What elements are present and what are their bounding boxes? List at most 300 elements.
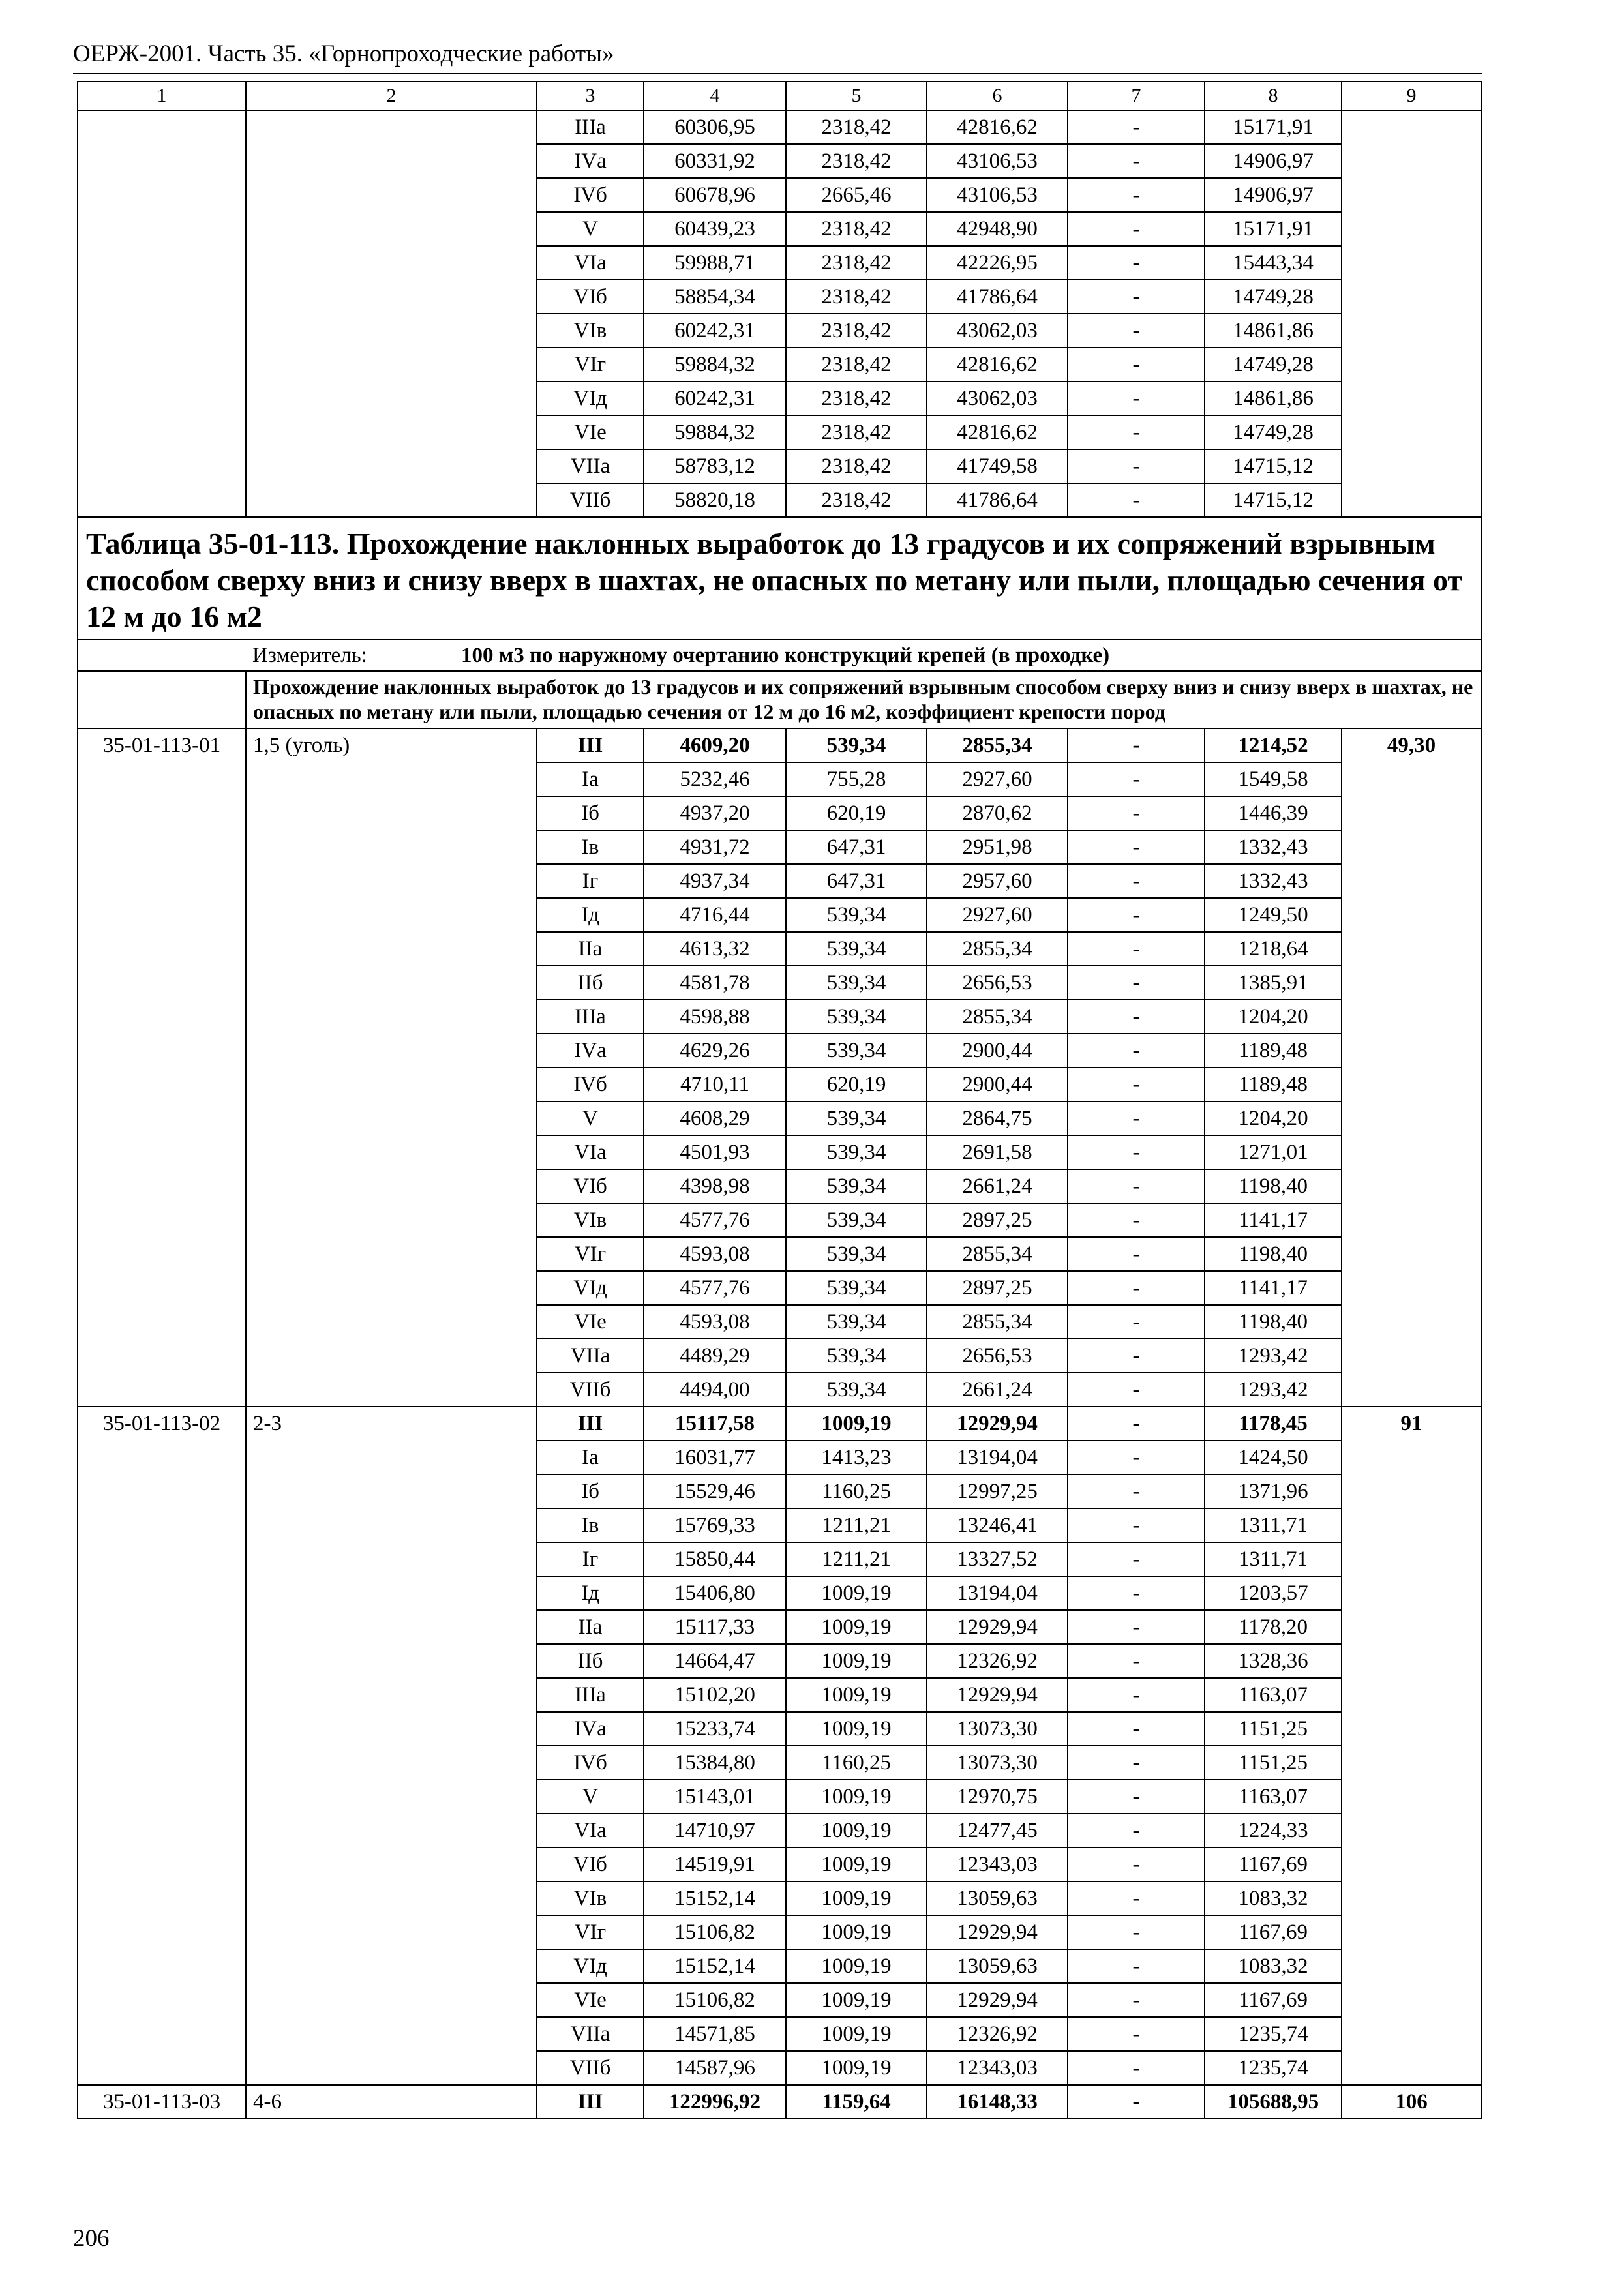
value-cell: 4581,78 (644, 966, 786, 1000)
blank-cell (246, 1576, 537, 1610)
blank-cell (1342, 1271, 1481, 1305)
value-cell: - (1068, 449, 1205, 483)
table-cell (1342, 144, 1481, 178)
table-cell (1342, 212, 1481, 246)
value-cell: 1167,69 (1205, 1848, 1342, 1881)
value-cell: 539,34 (786, 932, 927, 966)
col9-value: 49,30 (1342, 728, 1481, 762)
value-cell: 4593,08 (644, 1237, 786, 1271)
blank-cell (246, 1068, 537, 1101)
variant-cell: VIд (537, 1949, 644, 1983)
value-cell: 2656,53 (927, 966, 1068, 1000)
table-cell (1342, 483, 1481, 517)
value-cell: - (1068, 280, 1205, 314)
table-row (78, 1305, 1481, 1339)
table-cell (78, 280, 246, 314)
measure-value: 100 м3 по наружному очертанию конструкций крепей (в проходке) (461, 644, 1110, 667)
value-cell: 1159,64 (786, 2085, 927, 2119)
value-cell: - (1068, 864, 1205, 898)
value-cell: 4598,88 (644, 1000, 786, 1034)
blank-cell (246, 1610, 537, 1644)
table-cell (78, 382, 246, 415)
value-cell: - (1068, 932, 1205, 966)
table-cell (246, 382, 537, 415)
value-cell: - (1068, 415, 1205, 449)
value-cell: 60678,96 (644, 178, 786, 212)
blank-cell (78, 1000, 246, 1034)
value-cell: 14571,85 (644, 2017, 786, 2051)
value-cell: - (1068, 1915, 1205, 1949)
variant-cell: Iг (537, 864, 644, 898)
value-cell: 539,34 (786, 1135, 927, 1169)
value-cell: 1371,96 (1205, 1474, 1342, 1508)
blank-cell (1342, 1441, 1481, 1474)
table-row (78, 1474, 1481, 1508)
value-cell: 42816,62 (927, 415, 1068, 449)
blank-cell (78, 1814, 246, 1848)
value-cell: 60242,31 (644, 382, 786, 415)
value-cell: 12929,94 (927, 1915, 1068, 1949)
table-cell (246, 212, 537, 246)
blank-cell (78, 2051, 246, 2085)
value-cell: 42948,90 (927, 212, 1068, 246)
value-cell: 15529,46 (644, 1474, 786, 1508)
value-cell: - (1068, 2085, 1205, 2119)
blank-cell (1342, 1237, 1481, 1271)
table-cell (78, 483, 246, 517)
blank-cell (246, 932, 537, 966)
value-cell: 4489,29 (644, 1339, 786, 1373)
value-cell: - (1068, 1712, 1205, 1746)
table-row (78, 1000, 1481, 1034)
variant-cell: VIв (537, 1881, 644, 1915)
table-row (78, 1915, 1481, 1949)
blank-cell (78, 1135, 246, 1169)
table-cell (246, 314, 537, 348)
value-cell: 12997,25 (927, 1474, 1068, 1508)
table-cell (246, 483, 537, 517)
blank-cell (246, 1712, 537, 1746)
blank-cell (246, 1135, 537, 1169)
value-cell: - (1068, 382, 1205, 415)
value-cell: 2900,44 (927, 1034, 1068, 1068)
blank-cell (1342, 864, 1481, 898)
blank-cell (78, 1949, 246, 1983)
table-row (78, 1678, 1481, 1712)
value-cell: 14710,97 (644, 1814, 786, 1848)
value-cell: 14749,28 (1205, 415, 1342, 449)
measure-row (78, 640, 1481, 671)
value-cell: 60242,31 (644, 314, 786, 348)
value-cell: 2318,42 (786, 110, 927, 144)
table-row (78, 1542, 1481, 1576)
value-cell: - (1068, 1034, 1205, 1068)
value-cell: 14906,97 (1205, 178, 1342, 212)
value-cell: 12929,94 (927, 1983, 1068, 2017)
blank-cell (1342, 796, 1481, 830)
value-cell: - (1068, 348, 1205, 382)
value-cell: 2318,42 (786, 483, 927, 517)
value-cell: - (1068, 314, 1205, 348)
value-cell: 539,34 (786, 1271, 927, 1305)
blank-cell (78, 1983, 246, 2017)
value-cell: 1163,07 (1205, 1780, 1342, 1814)
table-cell (1342, 110, 1481, 144)
variant-cell: IVб (537, 1068, 644, 1101)
variant-cell: IIа (537, 1610, 644, 1644)
variant-cell: Iд (537, 1576, 644, 1610)
blank-cell (78, 1746, 246, 1780)
value-cell: 1328,36 (1205, 1644, 1342, 1678)
value-cell: 122996,92 (644, 2085, 786, 2119)
blank-cell (1342, 1000, 1481, 1034)
table-row (78, 2017, 1481, 2051)
value-cell: 16031,77 (644, 1441, 786, 1474)
blank-cell (246, 1881, 537, 1915)
table-cell (246, 449, 537, 483)
value-cell: - (1068, 178, 1205, 212)
value-cell: 4937,20 (644, 796, 786, 830)
value-cell: - (1068, 1848, 1205, 1881)
value-cell: - (1068, 1068, 1205, 1101)
value-cell: 12929,94 (927, 1407, 1068, 1441)
variant-cell: VIе (537, 1983, 644, 2017)
value-cell: 1009,19 (786, 2051, 927, 2085)
blank-cell (246, 1339, 537, 1373)
variant-cell: IIIа (537, 1678, 644, 1712)
variant-cell: IVб (537, 1746, 644, 1780)
value-cell: - (1068, 898, 1205, 932)
value-cell: 13059,63 (927, 1949, 1068, 1983)
value-cell: 58820,18 (644, 483, 786, 517)
value-cell: 620,19 (786, 1068, 927, 1101)
measure-label: Измеритель: (252, 644, 367, 667)
continued-row (78, 178, 1481, 212)
blank-cell (246, 830, 537, 864)
blank-cell (1342, 1101, 1481, 1135)
value-cell: 15384,80 (644, 1746, 786, 1780)
value-cell: 1311,71 (1205, 1542, 1342, 1576)
value-cell: - (1068, 1407, 1205, 1441)
column-number: 2 (246, 82, 537, 110)
blank-cell (1342, 1678, 1481, 1712)
blank-cell (78, 1068, 246, 1101)
value-cell: 1235,74 (1205, 2051, 1342, 2085)
value-cell: 105688,95 (1205, 2085, 1342, 2119)
blank-cell (246, 2017, 537, 2051)
table-row (78, 1949, 1481, 1983)
value-cell: - (1068, 1780, 1205, 1814)
value-cell: 1189,48 (1205, 1034, 1342, 1068)
value-cell: 16148,33 (927, 2085, 1068, 2119)
blank-cell (1342, 1881, 1481, 1915)
continued-row (78, 348, 1481, 382)
variant-cell: VIа (537, 246, 644, 280)
blank-cell (78, 1441, 246, 1474)
value-cell: - (1068, 1983, 1205, 2017)
blank-cell (246, 1305, 537, 1339)
value-cell: - (1068, 144, 1205, 178)
value-cell: 15171,91 (1205, 110, 1342, 144)
value-cell: 1293,42 (1205, 1373, 1342, 1407)
value-cell: 2318,42 (786, 212, 927, 246)
table-row (78, 796, 1481, 830)
value-cell: 4398,98 (644, 1169, 786, 1203)
column-number: 9 (1342, 82, 1481, 110)
value-cell: 15850,44 (644, 1542, 786, 1576)
column-number: 8 (1205, 82, 1342, 110)
table-row (78, 1068, 1481, 1101)
value-cell: 539,34 (786, 1000, 927, 1034)
column-number: 5 (786, 82, 927, 110)
value-cell: 539,34 (786, 1237, 927, 1271)
table-cell (78, 178, 246, 212)
blank-cell (1342, 1474, 1481, 1508)
value-cell: 12929,94 (927, 1610, 1068, 1644)
value-cell: 2927,60 (927, 898, 1068, 932)
table-row (78, 1746, 1481, 1780)
blank-cell (1342, 762, 1481, 796)
value-cell: 41786,64 (927, 483, 1068, 517)
value-cell: 1211,21 (786, 1508, 927, 1542)
variant-cell: VIд (537, 382, 644, 415)
blank-cell (246, 1915, 537, 1949)
value-cell: 539,34 (786, 728, 927, 762)
table-cell (246, 144, 537, 178)
value-cell: 15443,34 (1205, 246, 1342, 280)
value-cell: - (1068, 1000, 1205, 1034)
value-cell: - (1068, 1542, 1205, 1576)
value-cell: 15406,80 (644, 1576, 786, 1610)
value-cell: 4629,26 (644, 1034, 786, 1068)
variant-cell: IIа (537, 932, 644, 966)
blank-cell (1342, 830, 1481, 864)
value-cell: - (1068, 483, 1205, 517)
value-cell: 12326,92 (927, 1644, 1068, 1678)
continued-row (78, 246, 1481, 280)
blank-cell (1342, 1983, 1481, 2017)
value-cell: 15117,58 (644, 1407, 786, 1441)
blank-cell (78, 1508, 246, 1542)
value-cell: 1204,20 (1205, 1101, 1342, 1135)
header-rule (73, 73, 1482, 74)
continued-row (78, 280, 1481, 314)
blank-cell (1342, 966, 1481, 1000)
table-row (78, 830, 1481, 864)
value-cell: - (1068, 1339, 1205, 1373)
column-number: 1 (78, 82, 246, 110)
blank-cell (78, 1881, 246, 1915)
value-cell: 12929,94 (927, 1678, 1068, 1712)
variant-cell: III (537, 2085, 644, 2119)
table-row (78, 1644, 1481, 1678)
table-row (78, 2051, 1481, 2085)
rate-code: 35-01-113-03 (78, 2085, 246, 2119)
variant-cell: IVа (537, 1034, 644, 1068)
value-cell: 15106,82 (644, 1983, 786, 2017)
table-row (78, 1983, 1481, 2017)
value-cell: 4608,29 (644, 1101, 786, 1135)
variant-cell: VIIб (537, 1373, 644, 1407)
value-cell: 1163,07 (1205, 1678, 1342, 1712)
rates-table (77, 81, 1482, 2119)
value-cell: 59988,71 (644, 246, 786, 280)
value-cell: 647,31 (786, 830, 927, 864)
value-cell: - (1068, 1814, 1205, 1848)
variant-cell: V (537, 1101, 644, 1135)
table-row (78, 1034, 1481, 1068)
blank-cell (78, 1101, 246, 1135)
blank-cell (1342, 1068, 1481, 1101)
value-cell: 42226,95 (927, 246, 1068, 280)
value-cell: 2318,42 (786, 280, 927, 314)
value-cell: 1271,01 (1205, 1135, 1342, 1169)
blank-cell (1342, 1542, 1481, 1576)
table-row (78, 1101, 1481, 1135)
value-cell: 1167,69 (1205, 1983, 1342, 2017)
value-cell: 539,34 (786, 966, 927, 1000)
value-cell: 539,34 (786, 1034, 927, 1068)
table-cell (78, 246, 246, 280)
blank-cell (1342, 1373, 1481, 1407)
variant-cell: IIIа (537, 110, 644, 144)
value-cell: 4937,34 (644, 864, 786, 898)
value-cell: - (1068, 762, 1205, 796)
variant-cell: VIб (537, 1848, 644, 1881)
table-row (78, 1271, 1481, 1305)
value-cell: 2864,75 (927, 1101, 1068, 1135)
column-number: 3 (537, 82, 644, 110)
variant-cell: VIIа (537, 449, 644, 483)
blank-cell (78, 1848, 246, 1881)
value-cell: 4593,08 (644, 1305, 786, 1339)
table-body (78, 82, 1481, 2119)
table-cell (1342, 178, 1481, 212)
variant-cell: VIIа (537, 2017, 644, 2051)
value-cell: - (1068, 1135, 1205, 1169)
value-cell: 647,31 (786, 864, 927, 898)
blank-cell (78, 1644, 246, 1678)
blank-cell (78, 1237, 246, 1271)
value-cell: - (1068, 1881, 1205, 1915)
blank-cell (78, 1373, 246, 1407)
blank-cell (1342, 1203, 1481, 1237)
value-cell: 1009,19 (786, 1983, 927, 2017)
table-title-row (78, 517, 1481, 640)
blank-cell (246, 1746, 537, 1780)
blank-cell (78, 1203, 246, 1237)
group-first-row (78, 2085, 1481, 2119)
value-cell: 539,34 (786, 898, 927, 932)
variant-cell: Iд (537, 898, 644, 932)
table-row (78, 932, 1481, 966)
value-cell: 2897,25 (927, 1203, 1068, 1237)
value-cell: 42816,62 (927, 348, 1068, 382)
value-cell: 15117,33 (644, 1610, 786, 1644)
variant-cell: VIIа (537, 1339, 644, 1373)
blank-cell (1342, 1915, 1481, 1949)
blank-cell (246, 864, 537, 898)
value-cell: 13194,04 (927, 1576, 1068, 1610)
value-cell: 12343,03 (927, 2051, 1068, 2085)
value-cell: 2665,46 (786, 178, 927, 212)
value-cell: 1385,91 (1205, 966, 1342, 1000)
blank-cell (246, 1373, 537, 1407)
value-cell: 13327,52 (927, 1542, 1068, 1576)
value-cell: - (1068, 1237, 1205, 1271)
value-cell: - (1068, 1610, 1205, 1644)
table-row (78, 966, 1481, 1000)
variant-cell: VIIб (537, 2051, 644, 2085)
value-cell: 1141,17 (1205, 1271, 1342, 1305)
table-row (78, 1203, 1481, 1237)
blank-cell (78, 898, 246, 932)
value-cell: 43062,03 (927, 314, 1068, 348)
blank-cell (78, 796, 246, 830)
variant-cell: III (537, 728, 644, 762)
table-row (78, 1712, 1481, 1746)
blank-cell (78, 1034, 246, 1068)
table-row (78, 1610, 1481, 1644)
blank-cell (246, 1441, 537, 1474)
value-cell: 12326,92 (927, 2017, 1068, 2051)
blank-cell (78, 830, 246, 864)
blank-cell (246, 1508, 537, 1542)
blank-cell (78, 2017, 246, 2051)
value-cell: 1083,32 (1205, 1881, 1342, 1915)
value-cell: 4931,72 (644, 830, 786, 864)
blank-cell (246, 2051, 537, 2085)
value-cell: - (1068, 212, 1205, 246)
value-cell: 58783,12 (644, 449, 786, 483)
variant-cell: VIг (537, 1915, 644, 1949)
value-cell: 15106,82 (644, 1915, 786, 1949)
value-cell: 59884,32 (644, 415, 786, 449)
value-cell: - (1068, 966, 1205, 1000)
table-row (78, 1441, 1481, 1474)
blank-cell (1342, 1339, 1481, 1373)
value-cell: 1160,25 (786, 1474, 927, 1508)
value-cell: 1141,17 (1205, 1203, 1342, 1237)
variant-cell: IIб (537, 966, 644, 1000)
blank-cell (246, 1237, 537, 1271)
blank-cell (246, 1814, 537, 1848)
variant-cell: IVа (537, 1712, 644, 1746)
measure-spacer (78, 640, 246, 671)
value-cell: 42816,62 (927, 110, 1068, 144)
continued-row (78, 415, 1481, 449)
variant-cell: VIв (537, 1203, 644, 1237)
value-cell: 4577,76 (644, 1271, 786, 1305)
table-cell (78, 449, 246, 483)
value-cell: - (1068, 2017, 1205, 2051)
variant-cell: V (537, 1780, 644, 1814)
variant-cell: VIIб (537, 483, 644, 517)
value-cell: 1198,40 (1205, 1305, 1342, 1339)
table-cell (246, 246, 537, 280)
value-cell: 1235,74 (1205, 2017, 1342, 2051)
value-cell: 1009,19 (786, 1814, 927, 1848)
table-cell (1342, 348, 1481, 382)
variant-cell: Iв (537, 830, 644, 864)
blank-cell (246, 796, 537, 830)
table-cell (246, 280, 537, 314)
blank-cell (1342, 1712, 1481, 1746)
value-cell: 1332,43 (1205, 864, 1342, 898)
value-cell: 15152,14 (644, 1881, 786, 1915)
value-cell: 2870,62 (927, 796, 1068, 830)
variant-cell: VIе (537, 1305, 644, 1339)
